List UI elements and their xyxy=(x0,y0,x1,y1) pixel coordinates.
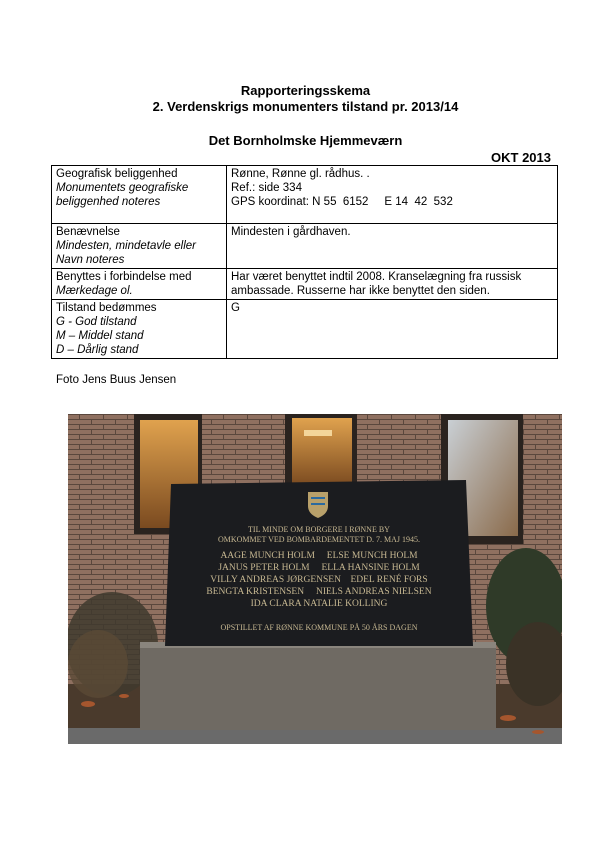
inscription-line: IDA CLARA NATALIE KOLLING xyxy=(250,599,388,609)
table-row xyxy=(52,224,558,269)
row-value-cell xyxy=(227,166,558,224)
row-label-cell xyxy=(52,269,227,300)
row-hint: beliggenhed noteres xyxy=(56,196,161,208)
row-hint: Mindesten, mindetavle eller xyxy=(56,240,196,252)
row-hint: Navn noteres xyxy=(56,254,125,266)
row-value: ambassade. Russerne har ikke benyttet den siden. xyxy=(231,285,490,297)
row-hint: Mærkedage ol. xyxy=(56,285,133,297)
form-subtitle: 2. Verdenskrigs monumenters tilstand pr. 2013/14 xyxy=(152,99,459,114)
row-value-cell xyxy=(227,269,558,300)
inscription-line: OPSTILLET AF RØNNE KOMMUNE PÅ 50 ÅRS DAGEN xyxy=(220,623,418,632)
photo-caption: Foto Jens Buus Jensen xyxy=(56,374,177,386)
window-center xyxy=(285,414,357,489)
row-value: Mindesten i gårdhaven. xyxy=(231,226,351,238)
table-row xyxy=(52,166,558,224)
inscription-line: AAGE MUNCH HOLM ELSE MUNCH HOLM xyxy=(220,551,418,561)
row-hint: D – Dårlig stand xyxy=(56,344,139,356)
paving xyxy=(68,728,562,744)
monument-base xyxy=(140,642,496,730)
row-value: G xyxy=(231,302,240,314)
row-value-cell xyxy=(227,300,558,359)
row-label: Benævnelse xyxy=(56,226,120,238)
row-label-cell xyxy=(52,300,227,359)
inscription-line: VILLY ANDREAS JØRGENSEN EDEL RENÉ FORS xyxy=(210,575,428,585)
inscription-line: JANUS PETER HOLM ELLA HANSINE HOLM xyxy=(218,563,420,573)
row-label: Benyttes i forbindelse med xyxy=(56,271,192,283)
report-table xyxy=(51,165,558,359)
inscription-line: OMKOMMET VED BOMBARDEMENTET D. 7. MAJ 1945. xyxy=(217,535,421,544)
inscription-line: TIL MINDE OM BORGERE I RØNNE BY xyxy=(248,525,390,534)
row-value: GPS koordinat: N 55 6152 E 14 42 532 xyxy=(231,196,453,208)
memorial-photo xyxy=(68,414,562,744)
row-label-cell xyxy=(52,166,227,224)
row-value: Ref.: side 334 xyxy=(231,182,302,194)
row-value-cell xyxy=(227,224,558,269)
row-hint: G - God tilstand xyxy=(56,316,137,328)
organization-name: Det Bornholmske Hjemmeværn xyxy=(208,133,403,148)
row-value: Rønne, Rønne gl. rådhus. . xyxy=(231,168,370,180)
row-hint: Monumentets geografiske xyxy=(56,182,189,194)
row-label-cell xyxy=(52,224,227,269)
inscription-line: BENGTA KRISTENSEN NIELS ANDREAS NIELSEN xyxy=(206,587,432,597)
row-label: Tilstand bedømmes xyxy=(56,302,157,314)
row-label: Geografisk beliggenhed xyxy=(56,168,178,180)
table-row xyxy=(52,269,558,300)
form-title: Rapporteringsskema xyxy=(240,83,371,98)
table-row xyxy=(52,300,558,359)
row-value: Har været benyttet indtil 2008. Kranselægning fra russisk xyxy=(231,271,522,283)
row-hint: M – Middel stand xyxy=(56,330,144,342)
report-date: OKT 2013 xyxy=(491,150,551,165)
